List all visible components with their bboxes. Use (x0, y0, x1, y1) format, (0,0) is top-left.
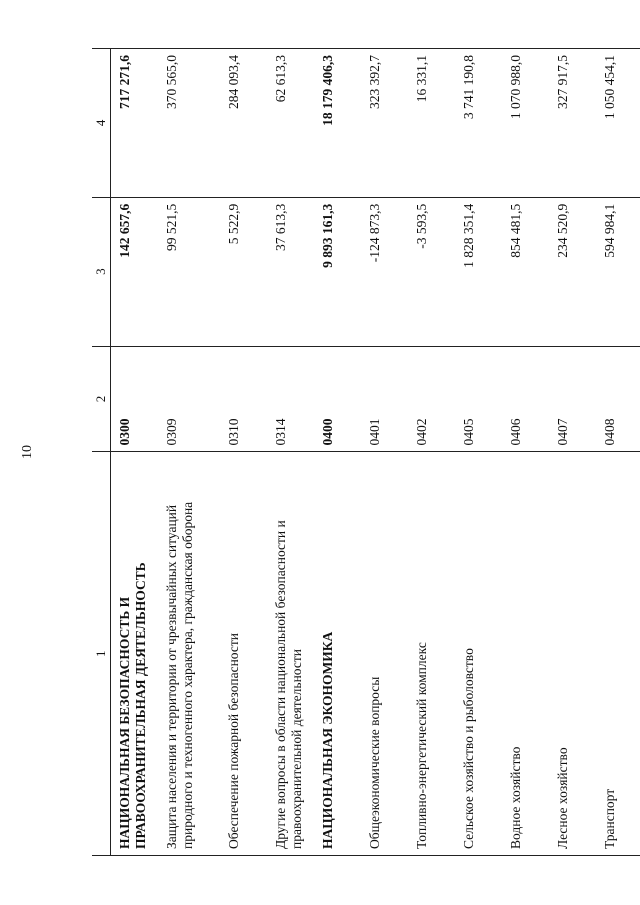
row-code: 0300 (111, 346, 159, 452)
table-row-section (314, 49, 361, 856)
row-name: НАЦИОНАЛЬНАЯ БЕЗОПАСНОСТЬ И ПРАВООХРАНИТЕЛЬНАЯ ДЕЯТЕЛЬНОСТЬ (111, 452, 159, 856)
table-row-section (111, 49, 159, 856)
header-col-4: 4 (92, 49, 111, 198)
header-col-2: 2 (92, 346, 111, 452)
table-row (408, 49, 455, 856)
table-row (267, 49, 314, 856)
table-row (455, 49, 502, 856)
row-value-col4: 62 613,3 (267, 49, 314, 198)
row-value-col3: 5 522,9 (220, 197, 267, 346)
table-row (502, 49, 549, 856)
row-name: Защита населения и территории от чрезвычайных ситуаций природного и техногенного характера, гражданская оборона (158, 452, 220, 856)
table-row (220, 49, 267, 856)
row-value-col4: 717 271,6 (111, 49, 159, 198)
table-row (158, 49, 220, 856)
row-code: 0314 (267, 346, 314, 452)
row-code: 0401 (361, 346, 408, 452)
row-value-col3: 854 481,5 (502, 197, 549, 346)
row-name: Топливно-энергетический комплекс (408, 452, 455, 856)
row-name: Сельское хозяйство и рыболовство (455, 452, 502, 856)
row-name: Лесное хозяйство (549, 452, 596, 856)
row-code: 0309 (158, 346, 220, 452)
row-value-col3: 1 828 351,4 (455, 197, 502, 346)
rotated-table-container (92, 48, 617, 856)
row-code: 0408 (596, 346, 640, 452)
row-code: 0406 (502, 346, 549, 452)
row-value-col4: 1 070 988,0 (502, 49, 549, 198)
table-header-row (92, 49, 111, 856)
row-value-col4: 370 565,0 (158, 49, 220, 198)
row-name: Другие вопросы в области национальной безопасности и правоохранительной деятельности (267, 452, 314, 856)
page-number: 10 (20, 445, 35, 459)
table-row (596, 49, 640, 856)
row-name: НАЦИОНАЛЬНАЯ ЭКОНОМИКА (314, 452, 361, 856)
row-value-col3: 9 893 161,3 (314, 197, 361, 346)
row-value-col4: 3 741 190,8 (455, 49, 502, 198)
row-value-col4: 327 917,5 (549, 49, 596, 198)
row-value-col3: 142 657,6 (111, 197, 159, 346)
row-value-col4: 1 050 454,1 (596, 49, 640, 198)
row-value-col4: 16 331,1 (408, 49, 455, 198)
row-value-col3: -3 593,5 (408, 197, 455, 346)
budget-table (92, 48, 640, 856)
header-col-1: 1 (92, 452, 111, 856)
row-name: Общеэкономические вопросы (361, 452, 408, 856)
row-value-col3: 234 520,9 (549, 197, 596, 346)
header-col-3: 3 (92, 197, 111, 346)
table-row (549, 49, 596, 856)
row-code: 0407 (549, 346, 596, 452)
row-value-col4: 284 093,4 (220, 49, 267, 198)
row-name: Транспорт (596, 452, 640, 856)
row-code: 0402 (408, 346, 455, 452)
row-value-col3: 37 613,3 (267, 197, 314, 346)
row-code: 0310 (220, 346, 267, 452)
row-name: Водное хозяйство (502, 452, 549, 856)
row-code: 0400 (314, 346, 361, 452)
table-row (361, 49, 408, 856)
row-name: Обеспечение пожарной безопасности (220, 452, 267, 856)
row-value-col3: 99 521,5 (158, 197, 220, 346)
row-value-col3: 594 984,1 (596, 197, 640, 346)
row-value-col4: 323 392,7 (361, 49, 408, 198)
row-value-col4: 18 179 406,3 (314, 49, 361, 198)
row-code: 0405 (455, 346, 502, 452)
row-value-col3: -124 873,3 (361, 197, 408, 346)
